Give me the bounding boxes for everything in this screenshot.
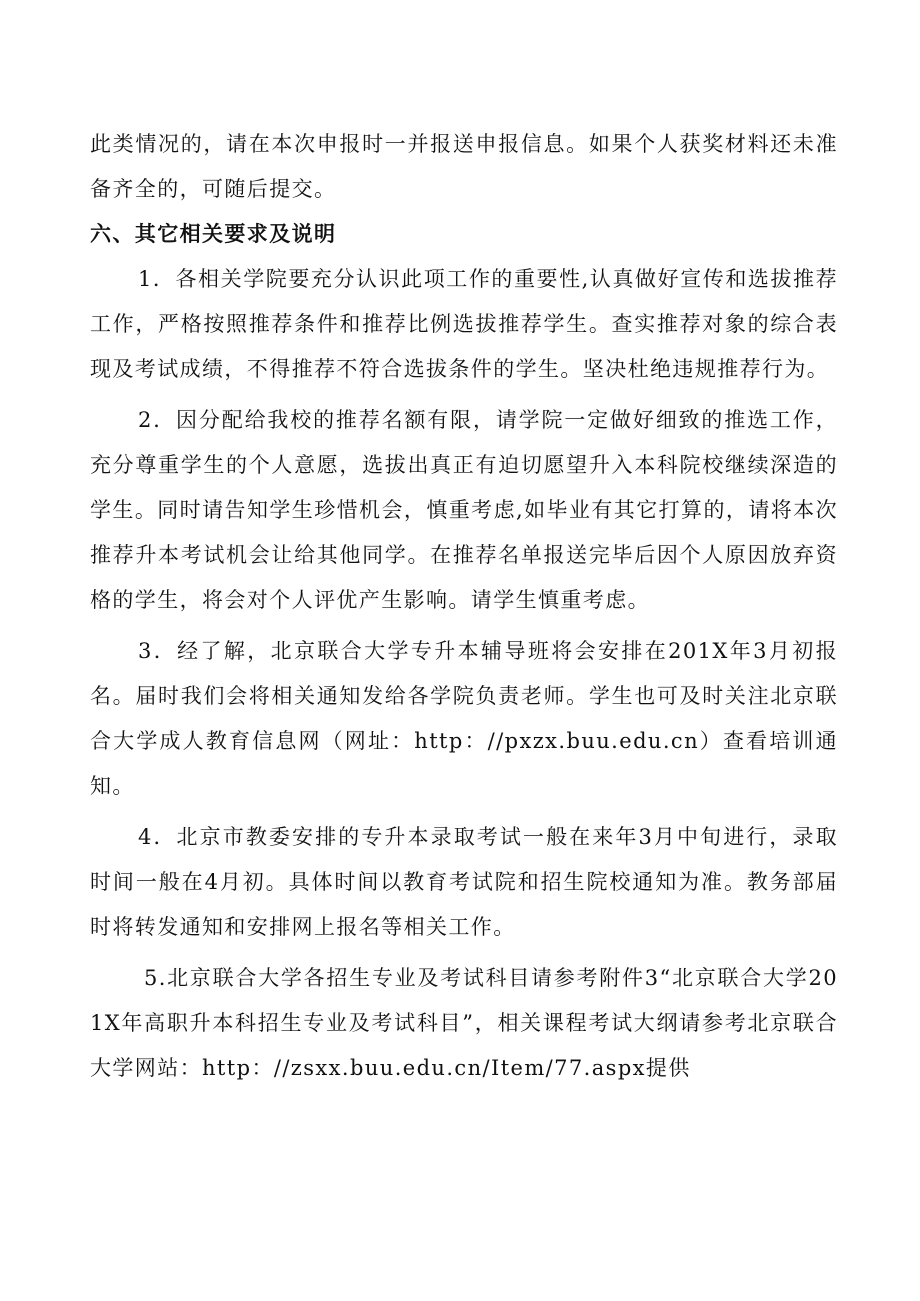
item-paragraph-5: 5.北京联合大学各招生专业及考试科目请参考附件3“北京联合大学201X年高职升本科招生专业及考试科目”，相关课程考试大纲请参考北京联合大学网站：http：//zsxx.buu.edu.cn/Item/77.aspx提供 bbox=[90, 966, 838, 1080]
continuation-paragraph: 此类情况的，请在本次申报时一并报送申报信息。如果个人获奖材料还未准备齐全的，可随后提交。 bbox=[90, 132, 838, 201]
section-heading: 六、其它相关要求及说明 bbox=[90, 222, 337, 246]
item-paragraph-4: 4．北京市教委安排的专升本录取考试一般在来年3月中旬进行，录取时间一般在4月初。具体时间以教育考试院和招生院校通知为准。教务部届时将转发通知和安排网上报名等相关工作。 bbox=[90, 825, 838, 939]
document-body bbox=[90, 122, 838, 1091]
item-paragraph-1: 1．各相关学院要充分认识此项工作的重要性,认真做好宣传和选拔推荐工作，严格按照推荐条件和推荐比例选拔推荐学生。查实推荐对象的综合表现及考试成绩，不得推荐不符合选拔条件的学生。坚决杜绝违规推荐行为。 bbox=[90, 267, 838, 381]
item-paragraph-3: 3．经了解，北京联合大学专升本辅导班将会安排在201X年3月初报名。届时我们会将相关通知发给各学院负责老师。学生也可及时关注北京联合大学成人教育信息网（网址：http：//pxzx.buu.edu.cn）查看培训通知。 bbox=[90, 639, 838, 798]
item-paragraph-2: 2．因分配给我校的推荐名额有限，请学院一定做好细致的推选工作，充分尊重学生的个人意愿，选拔出真正有迫切愿望升入本科院校继续深造的学生。同时请告知学生珍惜机会，慎重考虑,如毕业有其它打算的，请将本次推荐升本考试机会让给其他同学。在推荐名单报送完毕后因个人原因放弃资格的学生，将会对个人评优产生影响。请学生慎重考虑。 bbox=[90, 408, 838, 612]
